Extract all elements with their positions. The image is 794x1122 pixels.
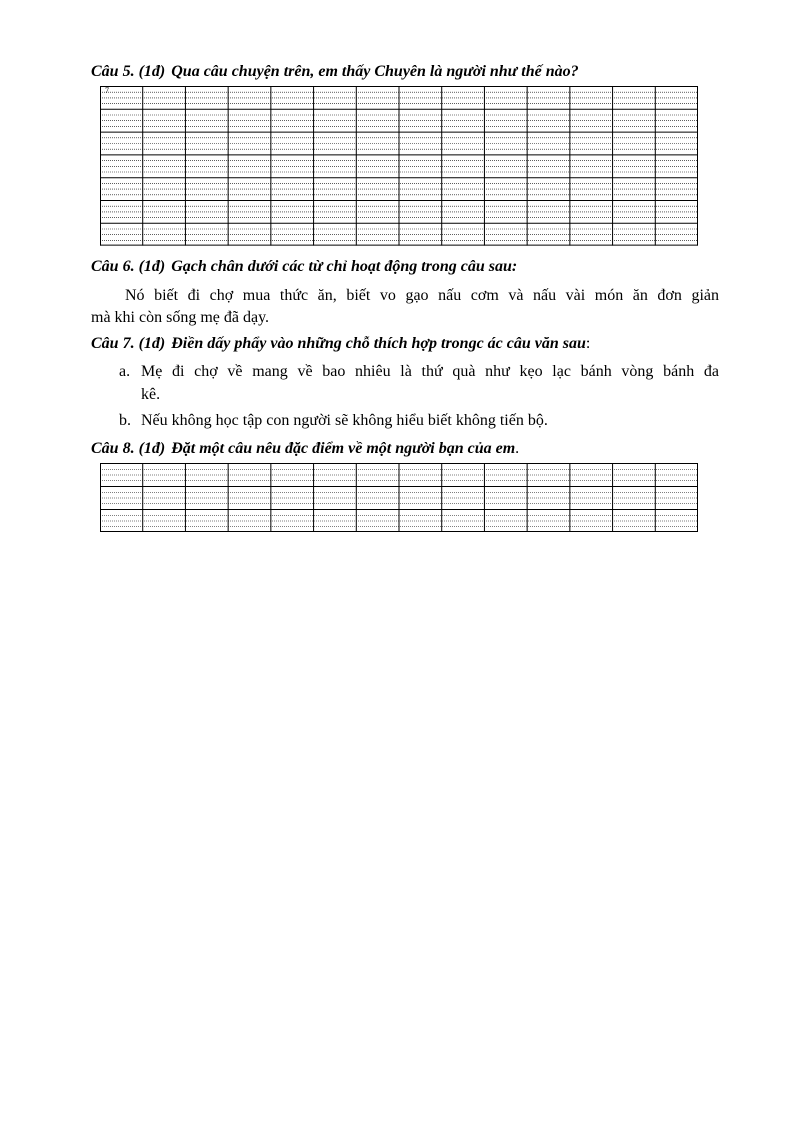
question-5-writing-grid[interactable] (100, 86, 698, 246)
question-5-text: Qua câu chuyện trên, em thấy Chuyên là người như thế nào? (171, 63, 579, 80)
item-a-line-1: Mẹ đi chợ về mang về bao nhiêu là thứ quà như kẹo lạc bánh vòng bánh đa (141, 363, 719, 380)
question-6-sentence-line-1[interactable]: Nó biết đi chợ mua thức ăn, biết vo gạo nấu cơm và nấu vài món ăn đơn giản (125, 287, 719, 304)
question-6-text: Gạch chân dưới các từ chỉ hoạt động trong câu sau: (171, 258, 518, 275)
item-b-marker: b. (119, 412, 131, 429)
question-5-title (91, 62, 579, 82)
question-8-text: Đặt một câu nêu đặc điểm về một người bạn của em (171, 440, 516, 457)
question-7-title (91, 334, 590, 354)
question-6-title (91, 257, 517, 277)
question-7-text: Điền dấy phẩy vào những chỗ thích hợp trongc ác câu văn sau (171, 335, 586, 352)
question-8-title (91, 439, 519, 459)
question-7-colon: : (585, 335, 591, 352)
item-a-line-2: kê. (141, 386, 161, 403)
question-7-label: Câu 7. (1đ) (91, 335, 166, 352)
item-a-marker: a. (119, 363, 131, 380)
question-8-period: . (515, 440, 520, 457)
question-8-writing-grid[interactable] (100, 463, 698, 533)
question-6-label: Câu 6. (1đ) (91, 258, 166, 275)
question-5-label: Câu 5. (1đ) (91, 63, 166, 80)
question-6-sentence-line-2[interactable]: mà khi còn sống mẹ đã dạy. (91, 309, 270, 326)
grid-page-number: 7 (105, 86, 109, 95)
question-8-label: Câu 8. (1đ) (91, 440, 166, 457)
item-b-line-1: Nếu không học tập con người sẽ không hiểu biết không tiến bộ. (141, 412, 548, 429)
